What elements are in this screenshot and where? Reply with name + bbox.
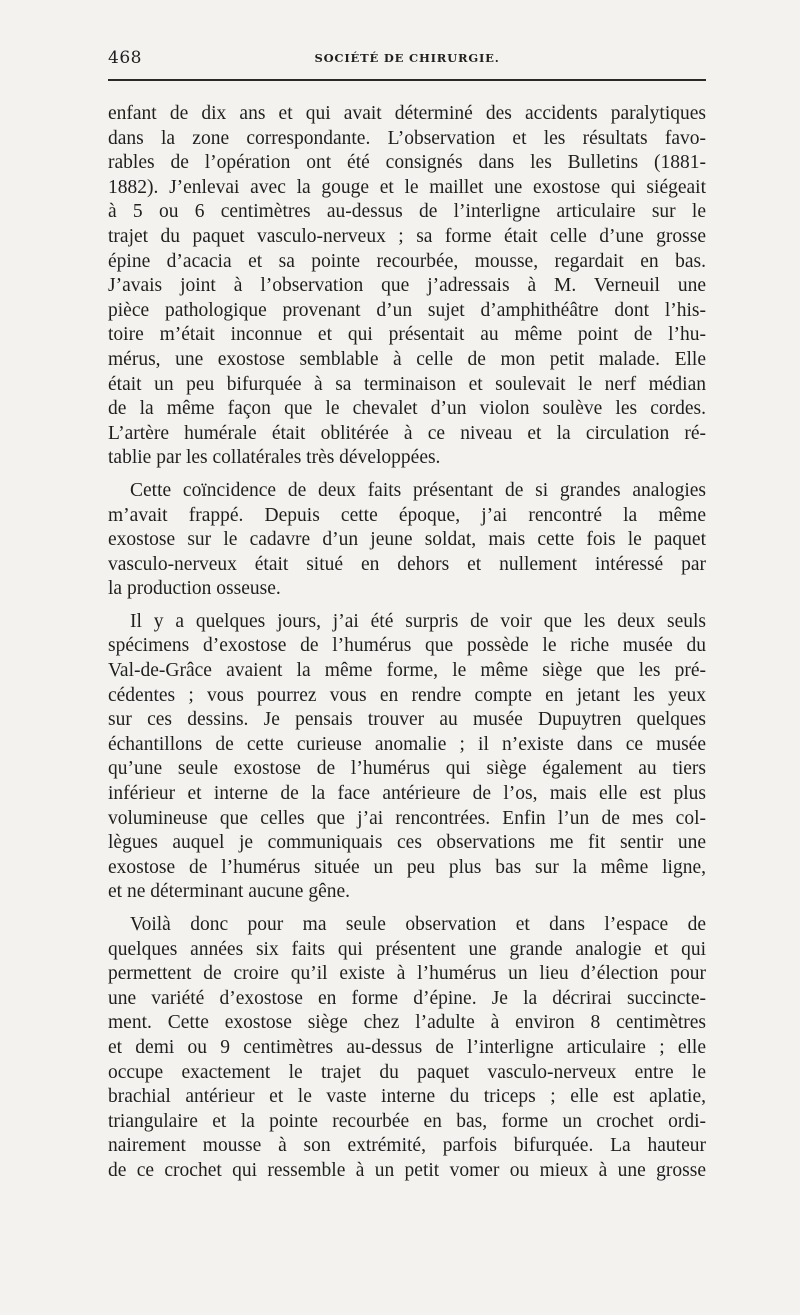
header-rule [108, 79, 706, 81]
text-line: la production osseuse. [108, 578, 281, 600]
page-header [108, 40, 706, 68]
book-page [108, 40, 706, 1181]
text-line: Cette coïncidence de deux faits présentant de si grandes analogies [130, 479, 706, 501]
text-line: Il y a quelques jours, j’ai été surpris de voir que les deux seuls [130, 610, 706, 632]
text-line: exostose sur le cadavre d’un jeune soldat, mais cette fois le paquet [108, 529, 706, 551]
paragraph-gap [108, 905, 706, 913]
text-line: tablie par les collatérales très développées. [108, 447, 441, 469]
text-line: lègues auquel je communiquais ces observations me fit sentir une [108, 832, 706, 854]
text-line: de la même façon que le chevalet d’un violon soulève les cordes. [108, 398, 706, 420]
paragraph-gap [108, 602, 706, 610]
text-line: et ne déterminant aucune gêne. [108, 881, 351, 903]
text-line: épine d’acacia et sa pointe recourbée, mousse, regardait en bas. [108, 250, 706, 272]
text-line: m’avait frappé. Depuis cette époque, j’ai rencontré la même [108, 504, 706, 526]
text-line: échantillons de cette curieuse anomalie ; il n’existe dans ce musée [108, 733, 706, 755]
body-text [108, 102, 706, 1184]
text-line: mérus, une exostose semblable à celle de mon petit malade. Elle [108, 348, 706, 370]
paragraph [108, 610, 706, 905]
text-line: occupe exactement le trajet du paquet vasculo-nerveux entre le [108, 1061, 706, 1083]
text-line: rables de l’opération ont été consignés dans les Bulletins (1881- [108, 152, 706, 174]
running-head: SOCIÉTÉ DE CHIRURGIE. [314, 51, 500, 65]
text-line: Voilà donc pour ma seule observation et dans l’espace de [130, 914, 706, 935]
text-line: de ce crochet qui ressemble à un petit vomer ou mieux à une grosse [108, 1159, 706, 1181]
text-line: sur ces dessins. Je pensais trouver au musée Dupuytren quelques [108, 709, 706, 731]
text-line: nairement mousse à son extrémité, parfois bifurquée. La hauteur [108, 1135, 706, 1157]
paragraph-gap [108, 471, 706, 479]
paragraph [108, 913, 706, 1184]
text-line: Val-de-Grâce avaient la même forme, le même siège que les pré- [108, 660, 706, 682]
text-line: exostose de l’humérus située un peu plus bas sur la même ligne, [108, 856, 706, 878]
text-line: J’avais joint à l’observation que j’adressais à M. Verneuil une [108, 275, 706, 297]
text-line: enfant de dix ans et qui avait déterminé des accidents paralytiques [108, 103, 706, 124]
text-line: volumineuse que celles que j’ai rencontrées. Enfin l’un de mes col- [108, 807, 706, 829]
text-line: dans la zone correspondante. L’observation et les résultats favo- [108, 127, 706, 149]
page-number: 468 [108, 48, 142, 68]
paragraph [108, 479, 706, 602]
text-line: qu’une seule exostose de l’humérus qui siège également au tiers [108, 758, 706, 780]
text-line: était un peu bifurquée à sa terminaison et soulevait le nerf médian [108, 373, 706, 395]
text-line: spécimens d’exostose de l’humérus que possède le riche musée du [108, 635, 706, 657]
text-line: triangulaire et la pointe recourbée en bas, forme un crochet ordi- [108, 1110, 706, 1132]
text-line: 1882). J’enlevai avec la gouge et le maillet une exostose qui siégeait [108, 176, 706, 198]
text-line: cédentes ; vous pourrez vous en rendre compte en jetant les yeux [108, 684, 706, 706]
paragraph [108, 102, 706, 471]
text-line: inférieur et interne de la face antérieure de l’os, mais elle est plus [108, 783, 706, 805]
text-line: à 5 ou 6 centimètres au-dessus de l’interligne articulaire sur le [108, 201, 706, 223]
text-line: brachial antérieur et le vaste interne du triceps ; elle est aplatie, [108, 1086, 706, 1108]
text-line: quelques années six faits qui présentent une grande analogie et qui [108, 938, 706, 960]
text-line: et demi ou 9 centimètres au-dessus de l’interligne articulaire ; elle [108, 1036, 706, 1058]
text-line: L’artère humérale était oblitérée à ce niveau et la circulation ré- [108, 422, 706, 444]
text-line: pièce pathologique provenant d’un sujet d’amphithéâtre dont l’his- [108, 299, 706, 321]
text-line: ment. Cette exostose siège chez l’adulte à environ 8 centimètres [108, 1012, 706, 1034]
text-line: vasculo-nerveux était situé en dehors et nullement intéressé par [108, 553, 706, 575]
text-line: trajet du paquet vasculo-nerveux ; sa forme était celle d’une grosse [108, 225, 706, 247]
text-line: une variété d’exostose en forme d’épine. Je la décrirai succincte- [108, 987, 706, 1009]
text-line: permettent de croire qu’il existe à l’humérus un lieu d’élection pour [108, 963, 706, 985]
text-line: toire m’était inconnue et qui présentait au même point de l’hu- [108, 324, 706, 346]
